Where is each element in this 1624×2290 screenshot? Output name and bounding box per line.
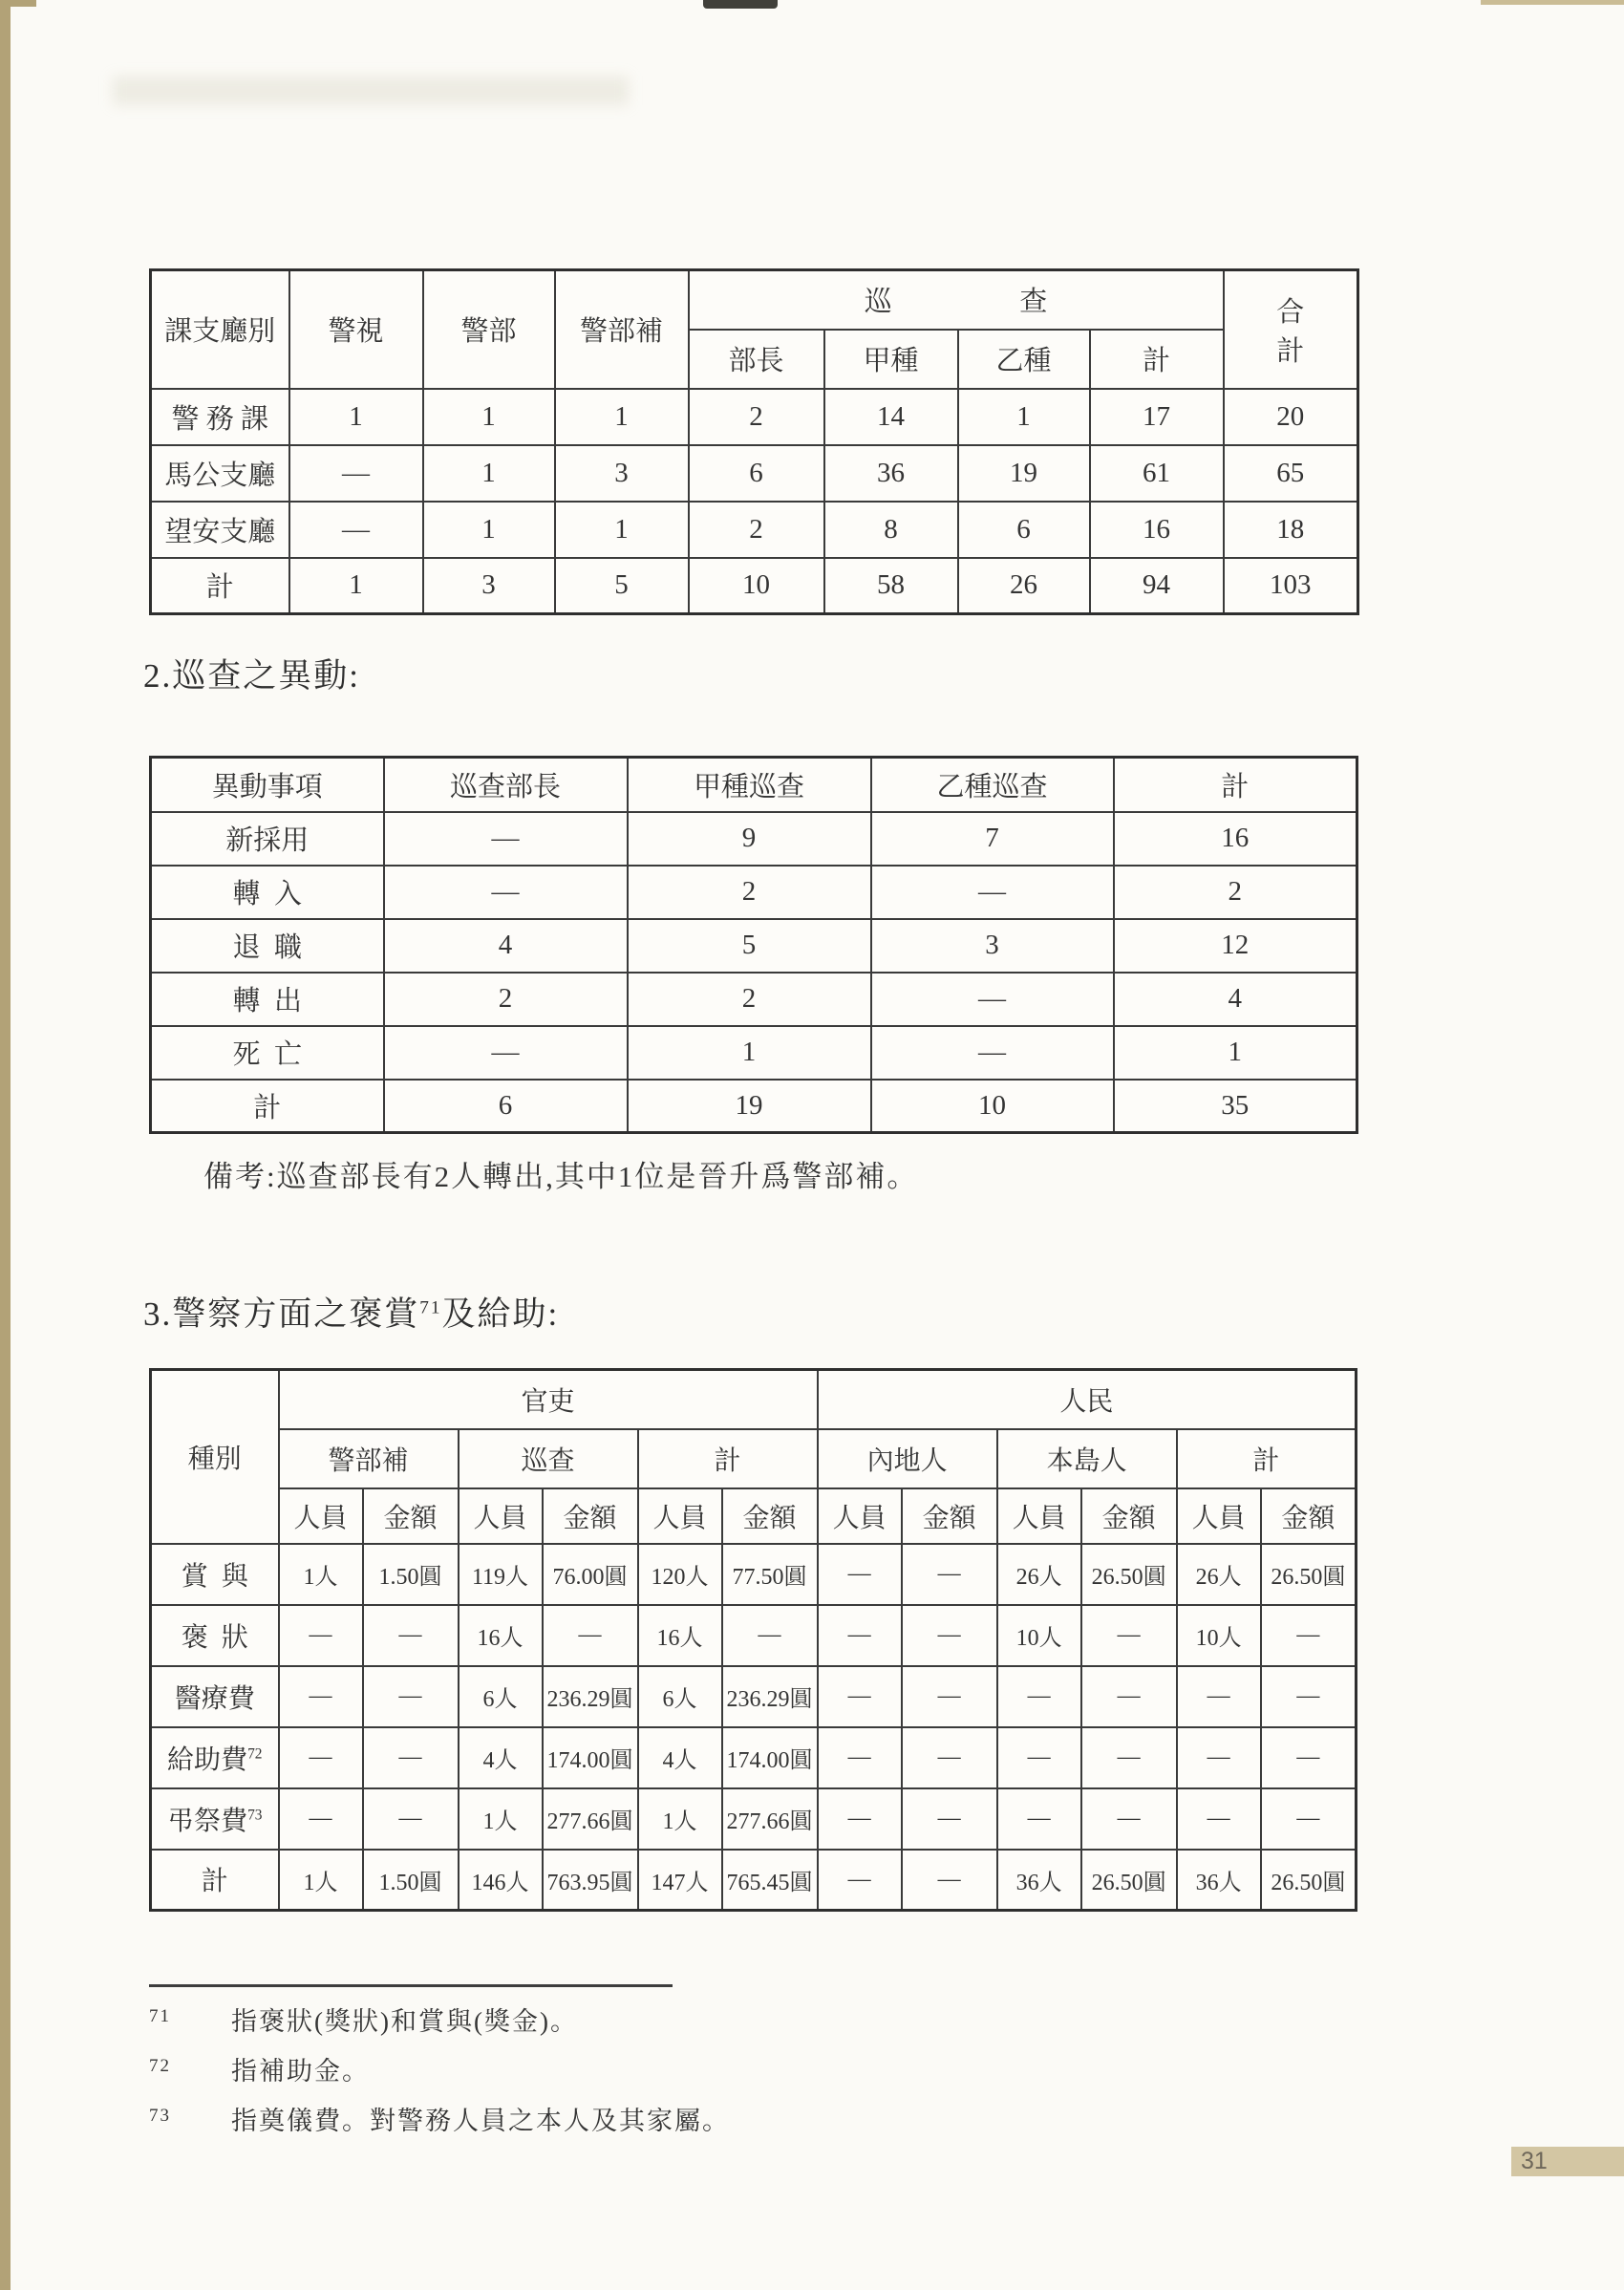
table-cell: 2 bbox=[689, 389, 824, 445]
table-cell: — bbox=[289, 445, 423, 502]
column-header: 甲種巡查 bbox=[628, 758, 871, 812]
table-cell: — bbox=[818, 1788, 902, 1850]
table-cell: — bbox=[363, 1666, 459, 1727]
row-label: 警 務 課 bbox=[151, 389, 289, 445]
table-cell: 2 bbox=[689, 502, 824, 558]
table-cell: — bbox=[1261, 1666, 1357, 1727]
table-cell: — bbox=[818, 1850, 902, 1911]
table-header-row bbox=[151, 1370, 1357, 1429]
column-header: 計 bbox=[638, 1429, 818, 1488]
table-cell: 19 bbox=[628, 1080, 871, 1133]
table-row bbox=[151, 445, 1358, 502]
row-label: 褒 狀 bbox=[151, 1605, 279, 1666]
table-cell: — bbox=[384, 812, 628, 866]
table-cell: — bbox=[1261, 1788, 1357, 1850]
heading-text: 3.警察方面之褒賞 bbox=[143, 1295, 420, 1333]
column-header: 計 bbox=[1177, 1429, 1357, 1488]
footnote-ref: 73 bbox=[247, 1807, 263, 1824]
patrolman-changes-table bbox=[149, 756, 1358, 1134]
column-header: 人員 bbox=[638, 1488, 722, 1544]
row-label: 轉 出 bbox=[151, 973, 384, 1026]
table-cell: 236.29圓 bbox=[543, 1666, 638, 1727]
table-cell: 36人 bbox=[1177, 1850, 1261, 1911]
table-cell: 5 bbox=[628, 919, 871, 973]
table-cell: — bbox=[818, 1727, 902, 1788]
table-cell: 26人 bbox=[997, 1544, 1081, 1605]
column-header: 甲種 bbox=[824, 330, 958, 389]
table-cell: — bbox=[871, 866, 1114, 919]
table-cell: 6人 bbox=[459, 1666, 543, 1727]
table-cell: — bbox=[543, 1605, 638, 1666]
table-cell: 277.66圓 bbox=[543, 1788, 638, 1850]
table-cell: 16人 bbox=[638, 1605, 722, 1666]
table-cell: — bbox=[997, 1727, 1081, 1788]
column-header: 巡查部長 bbox=[384, 758, 628, 812]
table-cell: 36 bbox=[824, 445, 958, 502]
print-bleedthrough bbox=[113, 76, 629, 105]
table-header-row bbox=[151, 1488, 1357, 1544]
section-heading-2: 2.巡查之異動: bbox=[143, 657, 360, 695]
table-cell: — bbox=[997, 1666, 1081, 1727]
column-header: 乙種巡查 bbox=[871, 758, 1114, 812]
heading-text: 及給助: bbox=[441, 1295, 560, 1333]
table-cell: — bbox=[722, 1605, 818, 1666]
table-cell: 174.00圓 bbox=[722, 1727, 818, 1788]
row-label: 新採用 bbox=[151, 812, 384, 866]
section-heading-3 bbox=[143, 1288, 559, 1336]
table-cell: — bbox=[997, 1788, 1081, 1850]
table-cell: 4人 bbox=[459, 1727, 543, 1788]
table-cell: — bbox=[1177, 1727, 1261, 1788]
table-cell: 1 bbox=[1114, 1026, 1357, 1080]
table-cell: — bbox=[1177, 1666, 1261, 1727]
footnote-ref: 71 bbox=[419, 1297, 442, 1318]
column-header: 種別 bbox=[151, 1370, 279, 1544]
table-cell: 1 bbox=[289, 558, 423, 614]
table-cell: — bbox=[279, 1605, 363, 1666]
staff-distribution-table bbox=[149, 268, 1359, 615]
table-cell: 10 bbox=[689, 558, 824, 614]
column-header: 異動事項 bbox=[151, 758, 384, 812]
table-cell: 6人 bbox=[638, 1666, 722, 1727]
table-cell: — bbox=[1177, 1788, 1261, 1850]
table-cell: 26.50圓 bbox=[1261, 1850, 1357, 1911]
table-row bbox=[151, 866, 1357, 919]
column-group-header: 人民 bbox=[818, 1370, 1357, 1429]
table-cell: — bbox=[384, 1026, 628, 1080]
table-cell: 36人 bbox=[997, 1850, 1081, 1911]
table-cell: 58 bbox=[824, 558, 958, 614]
table-cell: 120人 bbox=[638, 1544, 722, 1605]
table-header-row bbox=[151, 758, 1357, 812]
table-cell: 4 bbox=[384, 919, 628, 973]
table-cell: 8 bbox=[824, 502, 958, 558]
table-row bbox=[151, 973, 1357, 1026]
footnote-number: 72 bbox=[149, 2056, 171, 2076]
footnote-text: 指補助金。 bbox=[231, 2057, 370, 2086]
row-label: 計 bbox=[151, 1850, 279, 1911]
footnote-divider bbox=[149, 1984, 673, 1987]
table-row bbox=[151, 1605, 1357, 1666]
table-cell: — bbox=[1081, 1605, 1177, 1666]
column-header: 人員 bbox=[1177, 1488, 1261, 1544]
table-row bbox=[151, 389, 1358, 445]
footnote-text: 指褒狀(獎狀)和賞與(獎金)。 bbox=[231, 2007, 578, 2036]
table-cell: 1 bbox=[555, 502, 689, 558]
footnote-ref: 72 bbox=[247, 1745, 263, 1763]
footnote-number: 73 bbox=[149, 2106, 171, 2126]
table-cell: — bbox=[818, 1544, 902, 1605]
column-header: 金額 bbox=[722, 1488, 818, 1544]
table-cell: 1 bbox=[423, 389, 555, 445]
table-cell: 4人 bbox=[638, 1727, 722, 1788]
scan-edge-strip bbox=[0, 0, 11, 2290]
table-cell: 26 bbox=[958, 558, 1090, 614]
column-header: 人員 bbox=[818, 1488, 902, 1544]
column-header: 本島人 bbox=[997, 1429, 1177, 1488]
table-cell: — bbox=[1081, 1788, 1177, 1850]
table-row bbox=[151, 1026, 1357, 1080]
row-label: 弔祭費$^{73}$ bbox=[151, 1788, 279, 1850]
table-cell: 2 bbox=[628, 973, 871, 1026]
table-cell: 14 bbox=[824, 389, 958, 445]
table-cell: 1.50圓 bbox=[363, 1850, 459, 1911]
column-header: 巡查 bbox=[459, 1429, 638, 1488]
column-header: 金額 bbox=[543, 1488, 638, 1544]
row-label: 醫療費 bbox=[151, 1666, 279, 1727]
table-cell: — bbox=[384, 866, 628, 919]
column-header: 人員 bbox=[279, 1488, 363, 1544]
table-row bbox=[151, 812, 1357, 866]
table-cell: 26人 bbox=[1177, 1544, 1261, 1605]
table-cell: 1 bbox=[289, 389, 423, 445]
table-cell: — bbox=[871, 973, 1114, 1026]
column-header: 金額 bbox=[1081, 1488, 1177, 1544]
table-row bbox=[151, 558, 1358, 614]
table-row bbox=[151, 1727, 1357, 1788]
table-cell: 1 bbox=[423, 502, 555, 558]
column-header: 金額 bbox=[363, 1488, 459, 1544]
table-cell: 35 bbox=[1114, 1080, 1357, 1133]
column-header: 計 bbox=[1090, 330, 1224, 389]
row-label: 退 職 bbox=[151, 919, 384, 973]
table-cell: 16 bbox=[1114, 812, 1357, 866]
table-cell: 94 bbox=[1090, 558, 1224, 614]
row-label: 給助費$^{72}$ bbox=[151, 1727, 279, 1788]
table-cell: — bbox=[902, 1605, 997, 1666]
table-cell: — bbox=[1261, 1605, 1357, 1666]
table-cell: — bbox=[1081, 1666, 1177, 1727]
table-cell: 1 bbox=[958, 389, 1090, 445]
table-cell: 1 bbox=[555, 389, 689, 445]
table-cell: — bbox=[363, 1727, 459, 1788]
column-header: 部長 bbox=[689, 330, 824, 389]
table-row bbox=[151, 919, 1357, 973]
table-cell: 19 bbox=[958, 445, 1090, 502]
table-row bbox=[151, 502, 1358, 558]
row-label: 賞 與 bbox=[151, 1544, 279, 1605]
table-remark: 備考:巡查部長有2人轉出,其中1位是晉升爲警部補。 bbox=[203, 1160, 919, 1193]
column-group-header: 巡查 bbox=[689, 270, 1224, 330]
table-cell: 61 bbox=[1090, 445, 1224, 502]
table-header-row bbox=[151, 270, 1358, 330]
row-label: 死 亡 bbox=[151, 1026, 384, 1080]
table-cell: 2 bbox=[384, 973, 628, 1026]
table-cell: 26.50圓 bbox=[1081, 1850, 1177, 1911]
table-cell: 147人 bbox=[638, 1850, 722, 1911]
table-cell: 77.50圓 bbox=[722, 1544, 818, 1605]
table-cell: 20 bbox=[1224, 389, 1358, 445]
column-header: 乙種 bbox=[958, 330, 1090, 389]
table-cell: — bbox=[1081, 1727, 1177, 1788]
table-cell: 10 bbox=[871, 1080, 1114, 1133]
table-cell: 7 bbox=[871, 812, 1114, 866]
table-cell: 1.50圓 bbox=[363, 1544, 459, 1605]
table-cell: 103 bbox=[1224, 558, 1358, 614]
column-header: 警視 bbox=[289, 270, 423, 389]
column-header: 內地人 bbox=[818, 1429, 997, 1488]
column-header: 警部補 bbox=[555, 270, 689, 389]
column-group-header: 官吏 bbox=[279, 1370, 818, 1429]
table-cell: 10人 bbox=[997, 1605, 1081, 1666]
table-cell: 3 bbox=[423, 558, 555, 614]
table-cell: 763.95圓 bbox=[543, 1850, 638, 1911]
table-cell: 18 bbox=[1224, 502, 1358, 558]
footnotes bbox=[149, 2001, 730, 2150]
page-number-badge: 31 bbox=[1511, 2147, 1624, 2176]
table-cell: — bbox=[902, 1544, 997, 1605]
column-header: 課支廳別 bbox=[151, 270, 289, 389]
row-label: 轉 入 bbox=[151, 866, 384, 919]
table-cell: 1人 bbox=[279, 1850, 363, 1911]
table-cell: — bbox=[279, 1788, 363, 1850]
table-cell: 76.00圓 bbox=[543, 1544, 638, 1605]
table-cell: — bbox=[871, 1026, 1114, 1080]
table-cell: 26.50圓 bbox=[1261, 1544, 1357, 1605]
scan-mark bbox=[0, 0, 36, 7]
table-cell: — bbox=[279, 1666, 363, 1727]
table-cell: — bbox=[902, 1850, 997, 1911]
table-row bbox=[151, 1544, 1357, 1605]
table-cell: 12 bbox=[1114, 919, 1357, 973]
table-cell: 5 bbox=[555, 558, 689, 614]
table-header-row bbox=[151, 1429, 1357, 1488]
row-label: 計 bbox=[151, 558, 289, 614]
footnote bbox=[149, 2100, 730, 2137]
table-cell: 236.29圓 bbox=[722, 1666, 818, 1727]
row-label: 望安支廳 bbox=[151, 502, 289, 558]
table-cell: 2 bbox=[1114, 866, 1357, 919]
table-row bbox=[151, 1080, 1357, 1133]
table-cell: 16人 bbox=[459, 1605, 543, 1666]
table-cell: — bbox=[902, 1727, 997, 1788]
table-cell: — bbox=[363, 1605, 459, 1666]
table-cell: 10人 bbox=[1177, 1605, 1261, 1666]
table-cell: 1 bbox=[423, 445, 555, 502]
table-cell: 17 bbox=[1090, 389, 1224, 445]
table-cell: 277.66圓 bbox=[722, 1788, 818, 1850]
table-row bbox=[151, 1850, 1357, 1911]
table-cell: — bbox=[289, 502, 423, 558]
table-cell: 1人 bbox=[638, 1788, 722, 1850]
table-cell: 146人 bbox=[459, 1850, 543, 1911]
footnote bbox=[149, 2001, 730, 2038]
table-cell: 6 bbox=[384, 1080, 628, 1133]
table-cell: — bbox=[279, 1727, 363, 1788]
table-cell: 765.45圓 bbox=[722, 1850, 818, 1911]
table-cell: 2 bbox=[628, 866, 871, 919]
table-cell: 6 bbox=[958, 502, 1090, 558]
column-header: 計 bbox=[1114, 758, 1357, 812]
column-header: 警部 bbox=[423, 270, 555, 389]
table-cell: — bbox=[818, 1666, 902, 1727]
table-cell: — bbox=[818, 1605, 902, 1666]
column-header: 警部補 bbox=[279, 1429, 459, 1488]
table-cell: — bbox=[902, 1788, 997, 1850]
table-cell: 16 bbox=[1090, 502, 1224, 558]
column-header: 人員 bbox=[997, 1488, 1081, 1544]
table-cell: — bbox=[1261, 1727, 1357, 1788]
table-cell: 26.50圓 bbox=[1081, 1544, 1177, 1605]
table-cell: 3 bbox=[555, 445, 689, 502]
table-cell: 1人 bbox=[459, 1788, 543, 1850]
column-header: 合 計 bbox=[1224, 270, 1358, 389]
table-cell: 4 bbox=[1114, 973, 1357, 1026]
column-header: 金額 bbox=[1261, 1488, 1357, 1544]
table-cell: — bbox=[902, 1666, 997, 1727]
table-cell: 65 bbox=[1224, 445, 1358, 502]
rewards-assistance-table bbox=[149, 1368, 1357, 1912]
table-cell: — bbox=[363, 1788, 459, 1850]
row-label: 馬公支廳 bbox=[151, 445, 289, 502]
footnote-text: 指奠儀費。對警務人員之本人及其家屬。 bbox=[231, 2107, 730, 2135]
table-cell: 1 bbox=[628, 1026, 871, 1080]
footnote bbox=[149, 2050, 730, 2087]
footnote-number: 71 bbox=[149, 2006, 171, 2026]
table-cell: 9 bbox=[628, 812, 871, 866]
row-label: 計 bbox=[151, 1080, 384, 1133]
scan-mark bbox=[1481, 0, 1624, 5]
table-row bbox=[151, 1788, 1357, 1850]
scan-mark bbox=[703, 0, 778, 9]
table-cell: 6 bbox=[689, 445, 824, 502]
column-header: 金額 bbox=[902, 1488, 997, 1544]
table-cell: 119人 bbox=[459, 1544, 543, 1605]
table-cell: 174.00圓 bbox=[543, 1727, 638, 1788]
table-cell: 3 bbox=[871, 919, 1114, 973]
table-cell: 1人 bbox=[279, 1544, 363, 1605]
table-row bbox=[151, 1666, 1357, 1727]
column-header: 人員 bbox=[459, 1488, 543, 1544]
